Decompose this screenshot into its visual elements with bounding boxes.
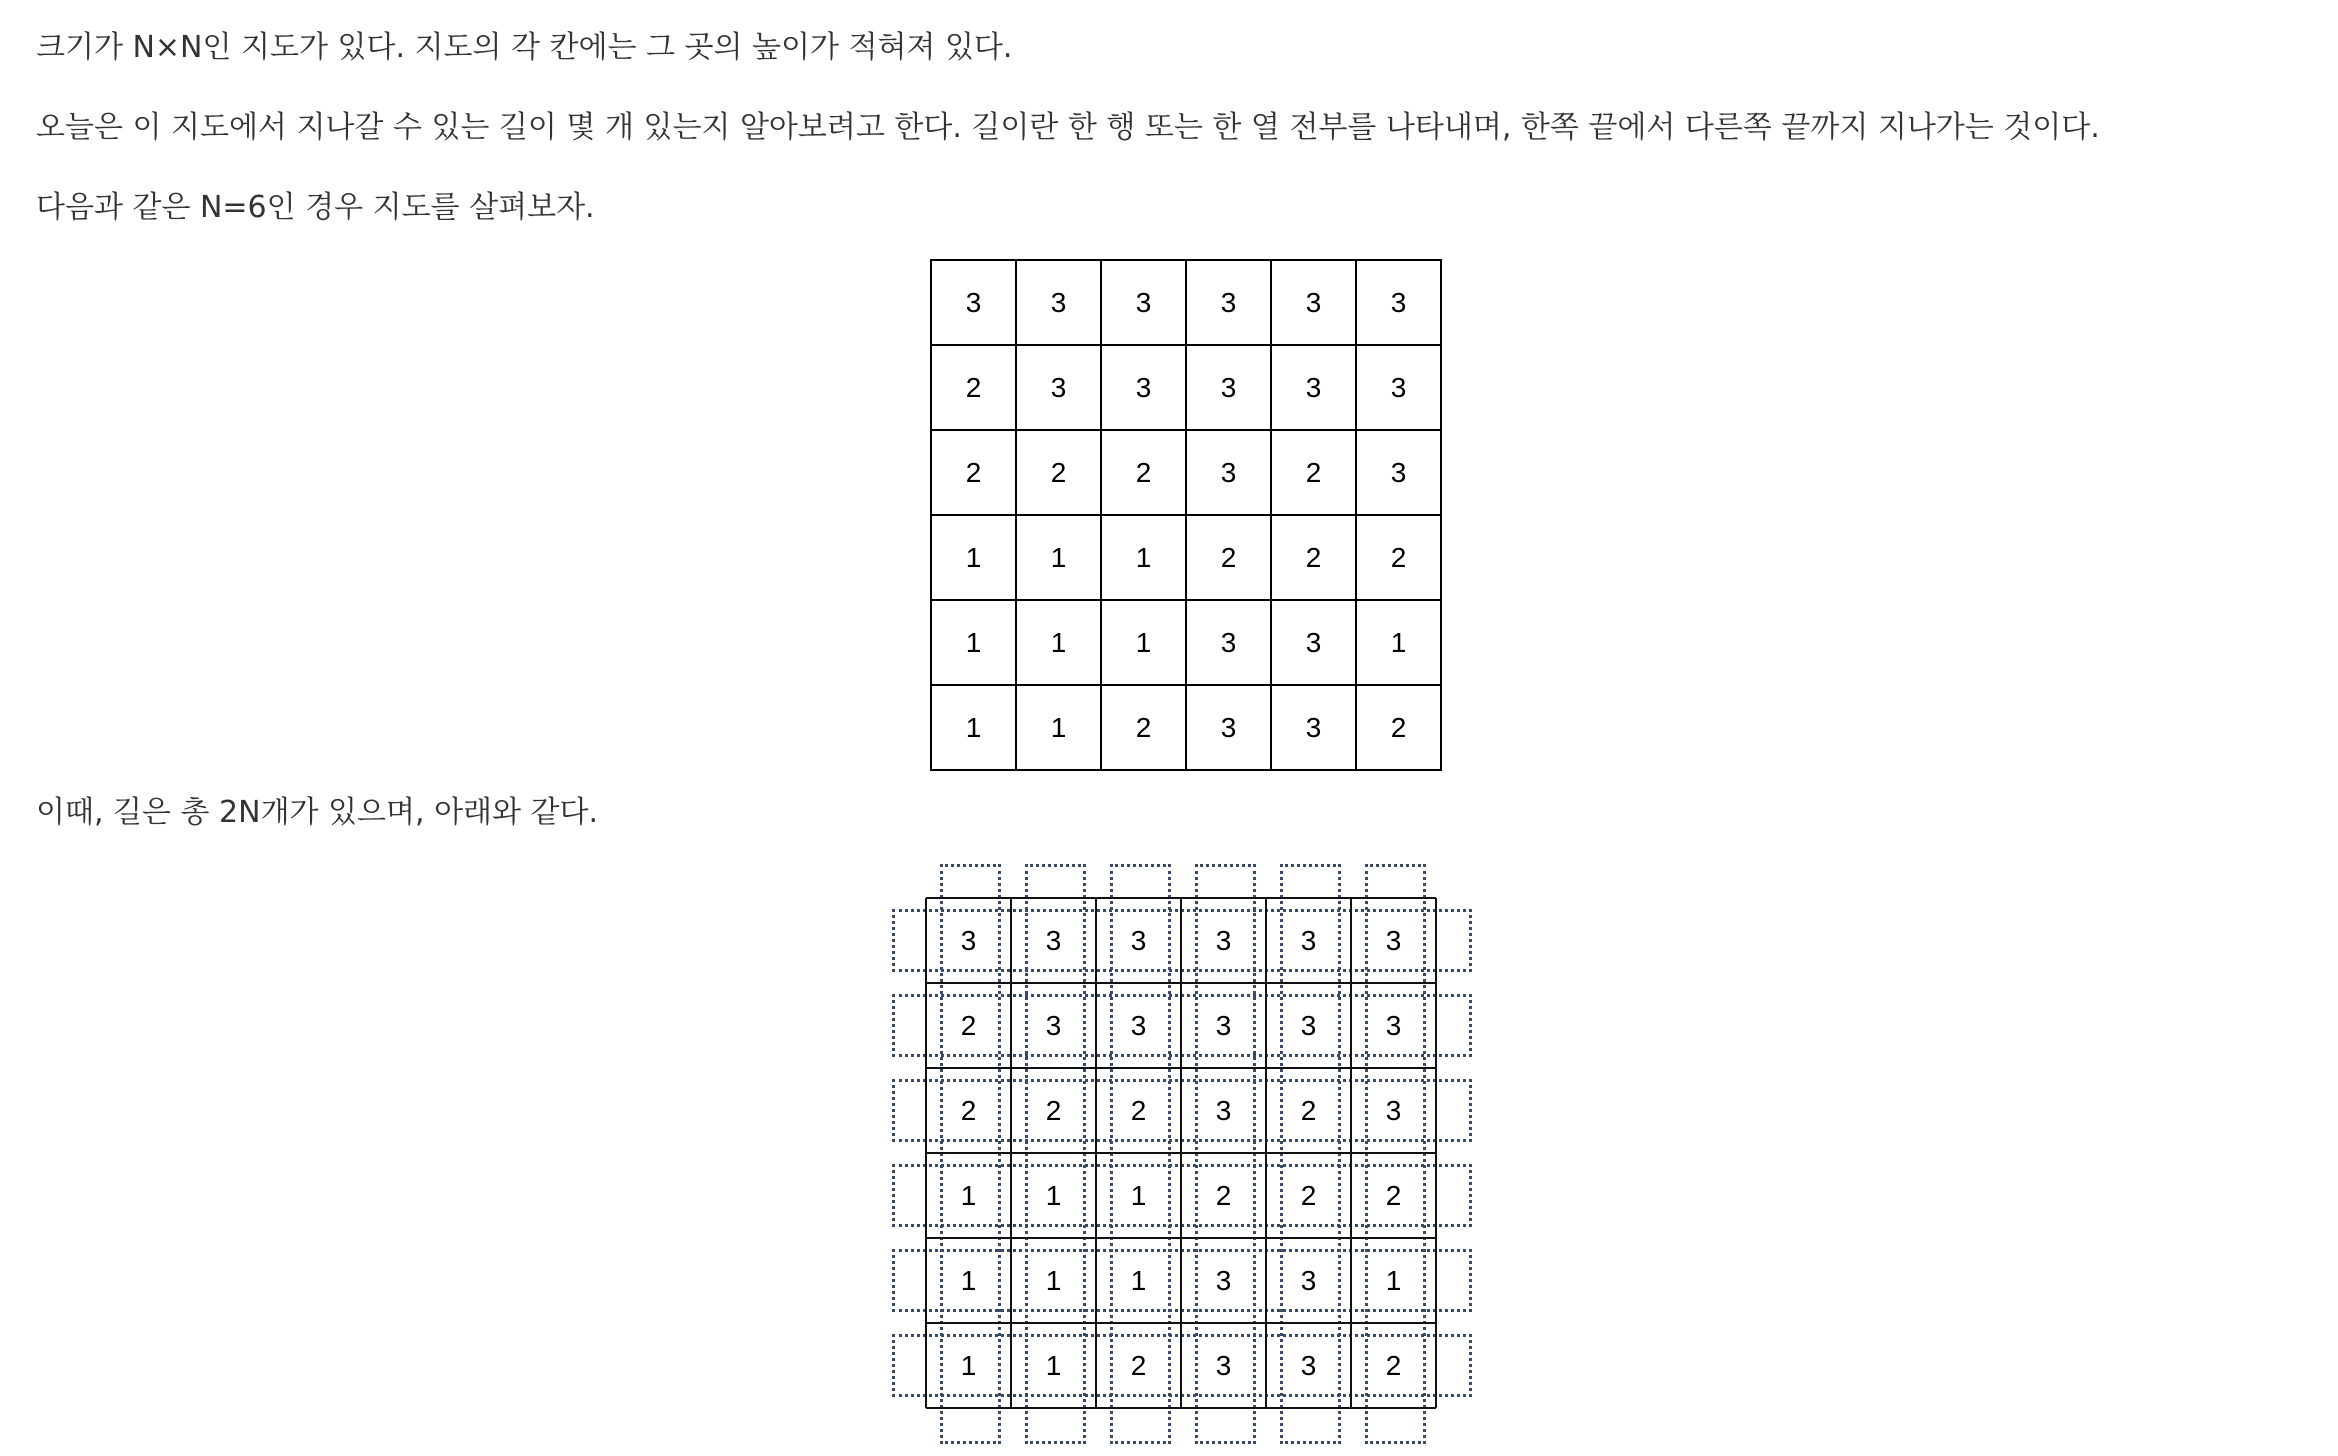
- example-intro-paragraph: 다음과 같은 N=6인 경우 지도를 살펴보자.: [36, 190, 595, 225]
- paths-map-cell: 3: [960, 925, 977, 956]
- paths-map-cell: 3: [1215, 1010, 1232, 1041]
- grid-line: [926, 897, 1436, 899]
- map-cell: 3: [1356, 345, 1441, 430]
- paths-map-cell: 1: [960, 1180, 977, 1211]
- paths-map-cell: 3: [1300, 1010, 1317, 1041]
- map-cell: 2: [1016, 430, 1101, 515]
- grid-line: [1180, 898, 1182, 1408]
- column-path-outline: [1195, 864, 1256, 1444]
- path-definition-paragraph: 오늘은 이 지도에서 지나갈 수 있는 길이 몇 개 있는지 알아보려고 한다. 길이란 한 행 또는 한 열 전부를 나타내며, 한쪽 끝에서 다른쪽 끝까지 지나가는 것이다.: [36, 110, 2100, 145]
- paths-map-cell: 1: [1385, 1265, 1402, 1296]
- map-row: [931, 345, 1441, 430]
- row-path-outline: [892, 1334, 1472, 1397]
- paths-map-cell: 1: [1130, 1265, 1147, 1296]
- column-path-outline: [1280, 864, 1341, 1444]
- map-row: [931, 260, 1441, 345]
- paths-map-cell: 2: [1045, 1095, 1062, 1126]
- paths-count-paragraph: 이때, 길은 총 2N개가 있으며, 아래와 같다.: [36, 795, 599, 830]
- paths-map-cell: 3: [1385, 1010, 1402, 1041]
- paths-map-cell: 1: [1045, 1180, 1062, 1211]
- paths-map-cell: 3: [1045, 1010, 1062, 1041]
- grid-line: [1265, 898, 1267, 1408]
- grid-line: [926, 982, 1436, 984]
- grid-line: [926, 1152, 1436, 1154]
- column-path-outline: [940, 864, 1001, 1444]
- map-cell: 1: [931, 600, 1016, 685]
- example-map-grid: [930, 259, 1442, 771]
- grid-line: [1435, 898, 1437, 1408]
- paths-map-cell: 3: [1215, 1095, 1232, 1126]
- paths-map-cell: 2: [960, 1095, 977, 1126]
- paths-map-grid: [926, 898, 1436, 1408]
- paths-map-cell: 3: [1300, 1265, 1317, 1296]
- map-cell: 1: [931, 685, 1016, 770]
- map-row: [931, 600, 1441, 685]
- paths-map-cell: 2: [1215, 1180, 1232, 1211]
- paths-map-cell: 3: [1300, 1350, 1317, 1381]
- map-cell: 2: [1101, 685, 1186, 770]
- grid-line: [926, 1067, 1436, 1069]
- paths-map-cell: 2: [1385, 1350, 1402, 1381]
- row-path-outline: [892, 1164, 1472, 1227]
- paths-map-cell: 2: [1300, 1180, 1317, 1211]
- map-cell: 1: [1016, 515, 1101, 600]
- paths-map-cell: 2: [1385, 1180, 1402, 1211]
- paths-map-cell: 3: [1215, 1265, 1232, 1296]
- map-row: [931, 685, 1441, 770]
- map-cell: 3: [1271, 345, 1356, 430]
- map-cell: 3: [1186, 685, 1271, 770]
- map-cell: 3: [1186, 345, 1271, 430]
- map-cell: 3: [931, 260, 1016, 345]
- paths-map-cell: 2: [1300, 1095, 1317, 1126]
- map-cell: 2: [931, 345, 1016, 430]
- map-cell: 3: [1271, 600, 1356, 685]
- row-path-outline: [892, 994, 1472, 1057]
- paths-map-cell: 3: [1045, 925, 1062, 956]
- paths-map-cell: 2: [1130, 1350, 1147, 1381]
- map-cell: 1: [1356, 600, 1441, 685]
- row-path-outline: [892, 909, 1472, 972]
- map-row: [931, 430, 1441, 515]
- map-row: [931, 515, 1441, 600]
- map-cell: 1: [1101, 600, 1186, 685]
- paths-map-cell: 3: [1385, 925, 1402, 956]
- grid-line: [1095, 898, 1097, 1408]
- paths-map-cell: 3: [1215, 925, 1232, 956]
- map-cell: 3: [1016, 345, 1101, 430]
- map-cell: 3: [1101, 345, 1186, 430]
- grid-line: [926, 1322, 1436, 1324]
- map-cell: 1: [1016, 600, 1101, 685]
- row-path-outline: [892, 1249, 1472, 1312]
- map-cell: 3: [1271, 260, 1356, 345]
- map-cell: 3: [1186, 600, 1271, 685]
- row-path-outline: [892, 1079, 1472, 1142]
- paths-map-cell: 3: [1215, 1350, 1232, 1381]
- grid-line: [926, 1407, 1436, 1409]
- map-cell: 2: [931, 430, 1016, 515]
- map-cell: 1: [931, 515, 1016, 600]
- paths-map-cell: 1: [1045, 1265, 1062, 1296]
- paths-map-cell: 3: [1130, 925, 1147, 956]
- map-cell: 2: [1186, 515, 1271, 600]
- paths-map-cell: 3: [1300, 925, 1317, 956]
- map-cell: 2: [1356, 685, 1441, 770]
- map-cell: 2: [1271, 430, 1356, 515]
- paths-map-cell: 1: [1045, 1350, 1062, 1381]
- paths-map-cell: 3: [1385, 1095, 1402, 1126]
- map-cell: 3: [1271, 685, 1356, 770]
- paths-map-cell: 2: [960, 1010, 977, 1041]
- paths-map-cell: 3: [1130, 1010, 1147, 1041]
- column-path-outline: [1025, 864, 1086, 1444]
- map-cell: 2: [1356, 515, 1441, 600]
- paths-map-cell: 1: [960, 1350, 977, 1381]
- map-cell: 3: [1016, 260, 1101, 345]
- intro-paragraph: 크기가 N×N인 지도가 있다. 지도의 각 칸에는 그 곳의 높이가 적혀져 있다.: [36, 30, 1013, 65]
- column-path-outline: [1110, 864, 1171, 1444]
- column-path-outline: [1365, 864, 1426, 1444]
- map-cell: 3: [1186, 430, 1271, 515]
- grid-line: [1350, 898, 1352, 1408]
- map-cell: 1: [1101, 515, 1186, 600]
- paths-map-cell: 1: [1130, 1180, 1147, 1211]
- map-cell: 1: [1016, 685, 1101, 770]
- map-cell: 3: [1356, 430, 1441, 515]
- map-cell: 3: [1356, 260, 1441, 345]
- grid-line: [1010, 898, 1012, 1408]
- map-cell: 2: [1101, 430, 1186, 515]
- paths-map-cell: 1: [960, 1265, 977, 1296]
- map-cell: 3: [1101, 260, 1186, 345]
- grid-line: [925, 898, 927, 1408]
- map-cell: 3: [1186, 260, 1271, 345]
- grid-line: [926, 1237, 1436, 1239]
- paths-map-cell: 2: [1130, 1095, 1147, 1126]
- map-cell: 2: [1271, 515, 1356, 600]
